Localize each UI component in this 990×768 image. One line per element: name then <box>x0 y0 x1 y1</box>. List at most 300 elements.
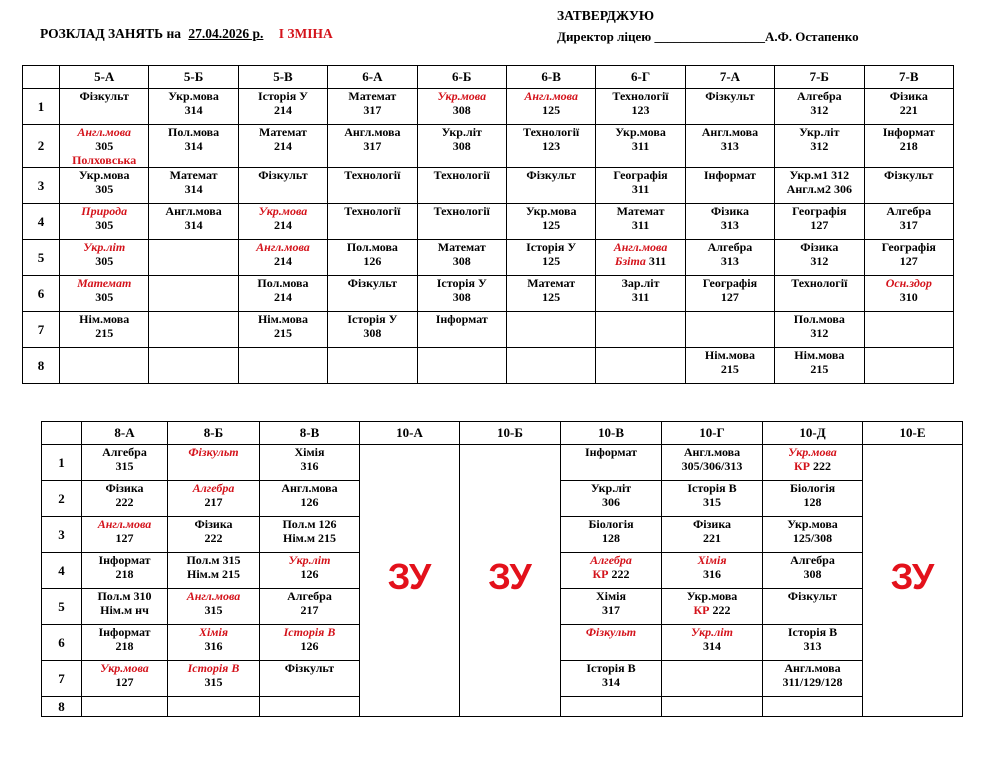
lesson-cell <box>596 168 685 204</box>
lesson-line: 218 <box>115 639 134 653</box>
lesson-line: Фізика <box>194 517 233 531</box>
lesson-line: 305 <box>95 182 114 196</box>
lesson-cell <box>775 240 864 276</box>
lesson-line: 215 <box>720 362 739 376</box>
lesson-cell <box>238 312 327 348</box>
lesson-cell <box>561 553 662 589</box>
lesson-line: Технології <box>523 125 580 139</box>
lesson-cell <box>662 517 763 553</box>
lesson-line: Географія <box>881 240 936 254</box>
class-header: 6-А <box>328 66 417 89</box>
class-header: 8-Б <box>168 422 260 445</box>
lesson-line: Англ.мова <box>97 517 152 531</box>
lesson-cell <box>149 312 238 348</box>
class-header: 5-А <box>60 66 149 89</box>
test-mark: КР <box>592 567 609 581</box>
schedule-table-grades-5-7 <box>22 65 954 384</box>
lesson-line: Математ <box>437 240 486 254</box>
lesson-cell <box>763 589 863 625</box>
lesson-line: Хімія <box>697 553 727 567</box>
lesson-line: 214 <box>273 103 292 117</box>
lesson-line: Нім.мова <box>79 312 130 326</box>
lesson-line: Алгебра <box>790 553 835 567</box>
lesson-line: 310 <box>899 290 918 304</box>
lesson-line: Математ <box>259 125 307 139</box>
lesson-cell <box>775 348 864 384</box>
lesson-line: Укр.мова <box>788 445 837 459</box>
lesson-line: 317 <box>363 139 382 153</box>
lesson-line: Математ <box>616 204 665 218</box>
lesson-line: Фізкульт <box>258 168 308 182</box>
lesson-cell <box>82 445 168 481</box>
lesson-cell <box>82 625 168 661</box>
shift-label: І ЗМІНА <box>278 26 333 41</box>
lesson-line: Укр.мова <box>100 661 149 675</box>
lesson-cell <box>864 312 953 348</box>
lesson-line: Укр.мова <box>78 168 130 182</box>
lesson-cell <box>328 168 417 204</box>
lesson-line: 311 <box>631 290 650 304</box>
schedule-date: 27.04.2026 р. <box>188 26 264 41</box>
lesson-line: Укр.літ <box>691 625 733 639</box>
lesson-line: 214 <box>273 139 292 153</box>
lesson-line: 312 <box>810 254 829 268</box>
lesson-cell <box>60 276 149 312</box>
lesson-cell <box>238 168 327 204</box>
lesson-cell <box>506 348 595 384</box>
lesson-line: 127 <box>810 218 829 232</box>
lesson-cell <box>506 312 595 348</box>
lesson-line: 218 <box>899 139 918 153</box>
lesson-cell <box>82 517 168 553</box>
lesson-cell <box>506 276 595 312</box>
lesson-line: Технології <box>433 204 490 218</box>
lesson-row <box>23 276 954 312</box>
lesson-line: Укр.мова <box>615 125 666 139</box>
lesson-cell <box>506 204 595 240</box>
distance-learning-mark: ЗУ <box>890 555 935 597</box>
lesson-row <box>42 445 963 481</box>
class-header: 10-А <box>360 422 460 445</box>
lesson-line: 123 <box>631 103 650 117</box>
lesson-cell <box>775 276 864 312</box>
lesson-cell <box>685 276 774 312</box>
lesson-line: 128 <box>803 495 822 509</box>
lesson-line: Укр.мова <box>787 517 838 531</box>
lesson-line: 314 <box>602 675 620 689</box>
distance-learning-mark: ЗУ <box>387 555 432 597</box>
class-header: 8-В <box>260 422 360 445</box>
lesson-row <box>23 89 954 125</box>
lesson-cell <box>763 517 863 553</box>
lesson-line: Алгебра <box>707 240 753 254</box>
lesson-cell <box>149 125 238 168</box>
lesson-line: Укр.мова <box>437 89 487 103</box>
teacher-name: Бзіта <box>614 254 646 268</box>
lesson-cell <box>60 89 149 125</box>
lesson-cell <box>561 661 662 697</box>
lesson-cell <box>685 240 774 276</box>
class-header: 7-Б <box>775 66 864 89</box>
lesson-cell <box>417 240 506 276</box>
lesson-number: 5 <box>23 240 60 276</box>
lesson-cell <box>864 240 953 276</box>
lesson-cell <box>238 276 327 312</box>
lesson-line: 311/129/128 <box>782 675 843 689</box>
class-header: 8-А <box>82 422 168 445</box>
lesson-line: 215 <box>95 326 114 340</box>
lesson-line <box>596 254 684 268</box>
lesson-line: Історія У <box>436 276 487 290</box>
lesson-line: 316 <box>204 639 223 653</box>
lesson-line: Математ <box>527 276 576 290</box>
lesson-line: Нім.мова <box>257 312 308 326</box>
lesson-line: 126 <box>300 639 319 653</box>
lesson-line: 311 <box>631 218 650 232</box>
lesson-cell <box>328 89 417 125</box>
director-signature-line: Директор ліцею _________________А.Ф. Остапенко <box>557 29 859 44</box>
lesson-line: Географія <box>702 276 758 290</box>
lesson-line: 313 <box>720 139 739 153</box>
lesson-line: 126 <box>300 567 319 581</box>
lesson-cell <box>864 168 953 204</box>
lesson-cell <box>662 697 763 717</box>
lesson-number: 4 <box>42 553 82 589</box>
lesson-line: Природа <box>81 204 128 218</box>
lesson-cell <box>596 276 685 312</box>
lesson-line: Укр.мова <box>258 204 308 218</box>
lesson-cell <box>561 445 662 481</box>
lesson-cell <box>60 168 149 204</box>
lesson-line: Англ.мова <box>344 125 401 139</box>
lesson-line: Англ.мова <box>165 204 222 218</box>
lesson-line: 308 <box>803 567 822 581</box>
room-number: 222 <box>608 567 630 581</box>
lesson-line: Пол.мова <box>168 125 220 139</box>
lesson-line: Алгебра <box>102 445 147 459</box>
lesson-cell <box>685 312 774 348</box>
lesson-line: 127 <box>115 531 134 545</box>
lesson-number: 6 <box>42 625 82 661</box>
lesson-cell <box>260 445 360 481</box>
lesson-line: 126 <box>300 495 319 509</box>
lesson-line: Укр.літ <box>590 481 632 495</box>
lesson-cell <box>506 125 595 168</box>
lesson-line: 128 <box>602 531 620 545</box>
lesson-cell <box>763 625 863 661</box>
lesson-line: Хімія <box>198 625 229 639</box>
lesson-line: 215 <box>810 362 829 376</box>
lesson-cell <box>775 312 864 348</box>
lesson-line: Нім.м нч <box>100 603 149 617</box>
lesson-cell <box>82 589 168 625</box>
lesson-line: Нім.мова <box>794 348 845 362</box>
class-header: 6-Г <box>596 66 685 89</box>
lesson-cell <box>864 204 953 240</box>
lesson-line: Фізика <box>800 240 839 254</box>
lesson-number: 4 <box>23 204 60 240</box>
test-mark: КР <box>793 459 811 473</box>
lesson-line: Технології <box>791 276 848 290</box>
lesson-line: Англ.мова <box>784 661 841 675</box>
lesson-line: 316 <box>300 459 319 473</box>
lesson-cell <box>763 553 863 589</box>
lesson-line: 125 <box>542 254 561 268</box>
lesson-line: 315 <box>703 495 721 509</box>
lesson-line: 306 <box>602 495 620 509</box>
lesson-line: Полховська <box>72 153 137 167</box>
lesson-cell <box>60 204 149 240</box>
lesson-cell <box>82 481 168 517</box>
lesson-cell <box>60 240 149 276</box>
class-header: 10-Е <box>863 422 963 445</box>
lesson-cell <box>662 589 763 625</box>
lesson-line: 217 <box>204 495 223 509</box>
schedule-title-line <box>40 26 333 42</box>
lesson-line: Укр.літ <box>83 240 126 254</box>
lesson-cell <box>238 240 327 276</box>
lesson-cell <box>864 348 953 384</box>
lesson-cell <box>60 312 149 348</box>
lesson-line: Фізика <box>692 517 732 531</box>
lesson-cell <box>168 589 260 625</box>
lesson-line: Біологія <box>588 517 634 531</box>
lesson-line: Англ.мова <box>683 445 741 459</box>
lesson-number: 5 <box>42 589 82 625</box>
lesson-line: 313 <box>803 639 822 653</box>
lesson-cell <box>168 481 260 517</box>
lesson-cell <box>168 661 260 697</box>
lesson-row <box>23 240 954 276</box>
lesson-cell <box>561 481 662 517</box>
lesson-line: Технології <box>344 168 401 182</box>
lesson-cell <box>763 661 863 697</box>
lesson-number: 2 <box>23 125 60 168</box>
lesson-line: 214 <box>273 254 292 268</box>
lesson-cell <box>685 125 774 168</box>
lesson-line: 125/308 <box>792 531 833 545</box>
lesson-line: Інформат <box>703 168 756 182</box>
lesson-line: 305 <box>95 290 114 304</box>
lesson-cell <box>561 517 662 553</box>
lesson-line: Пол.м 126 <box>282 517 337 531</box>
lesson-line: Фізкульт <box>884 168 934 182</box>
lesson-line: Укр.мова <box>168 89 219 103</box>
lesson-line: Технології <box>344 204 401 218</box>
lesson-line: Укр.мова <box>525 204 577 218</box>
lesson-line: Біологія <box>789 481 836 495</box>
lesson-line: Фізкульт <box>787 589 838 603</box>
lesson-cell <box>561 625 662 661</box>
class-header: 5-Б <box>149 66 238 89</box>
lesson-number: 7 <box>42 661 82 697</box>
lesson-line: 125 <box>542 218 561 232</box>
distance-learning-mark: ЗУ <box>488 555 532 597</box>
lesson-line: Фізкульт <box>79 89 129 103</box>
lesson-cell <box>596 312 685 348</box>
lesson-cell <box>168 517 260 553</box>
lesson-cell <box>328 125 417 168</box>
lesson-line: Інформат <box>435 312 488 326</box>
lesson-cell <box>775 125 864 168</box>
lesson-cell <box>662 445 763 481</box>
lesson-line: Історія В <box>687 481 737 495</box>
lesson-cell <box>417 125 506 168</box>
lesson-line: 221 <box>899 103 918 117</box>
lesson-cell <box>149 89 238 125</box>
lesson-line: Пол.м 315 <box>186 553 241 567</box>
lesson-line: 305 <box>95 254 114 268</box>
lesson-line: Історія В <box>187 661 240 675</box>
lesson-line: 125 <box>542 103 561 117</box>
lesson-line: 313 <box>720 254 739 268</box>
lesson-cell <box>168 445 260 481</box>
lesson-line: Математ <box>348 89 397 103</box>
lesson-line: 308 <box>452 290 471 304</box>
test-mark: КР <box>693 603 710 617</box>
schedule-title: РОЗКЛАД ЗАНЯТЬ на <box>40 26 182 41</box>
lesson-cell <box>260 661 360 697</box>
lesson-cell <box>662 553 763 589</box>
lesson-cell <box>260 697 360 717</box>
lesson-cell <box>328 240 417 276</box>
lesson-cell <box>328 312 417 348</box>
lesson-cell <box>561 697 662 717</box>
lesson-line: 314 <box>184 182 203 196</box>
lesson-line: 222 <box>115 495 134 509</box>
lesson-line: 317 <box>899 218 918 232</box>
lesson-line: Історія У <box>526 240 577 254</box>
lesson-line: 314 <box>184 218 203 232</box>
lesson-cell <box>506 89 595 125</box>
lesson-line: 127 <box>899 254 918 268</box>
lesson-cell <box>506 240 595 276</box>
lesson-line: 126 <box>363 254 382 268</box>
lesson-line: Інформат <box>98 553 151 567</box>
lesson-line: Історія У <box>347 312 398 326</box>
lesson-number: 6 <box>23 276 60 312</box>
lesson-number: 3 <box>23 168 60 204</box>
distance-learning-cell <box>460 445 561 717</box>
lesson-line: 308 <box>452 103 471 117</box>
class-header: 10-Б <box>460 422 561 445</box>
room-number: 222 <box>709 603 731 617</box>
lesson-line: 315 <box>115 459 134 473</box>
lesson-line: Алгебра <box>796 89 842 103</box>
lesson-cell <box>662 661 763 697</box>
lesson-row <box>23 312 954 348</box>
lesson-row <box>23 348 954 384</box>
lesson-line: 127 <box>115 675 134 689</box>
lesson-line: Історія В <box>787 625 838 639</box>
lesson-number: 1 <box>42 445 82 481</box>
room-number: 311 <box>645 254 667 268</box>
lesson-line: Англ.мова <box>524 89 578 103</box>
lesson-cell <box>238 125 327 168</box>
lesson-line: Фізика <box>105 481 144 495</box>
lesson-number: 2 <box>42 481 82 517</box>
lesson-cell <box>561 589 662 625</box>
lesson-cell <box>685 168 774 204</box>
lesson-line: 215 <box>273 326 292 340</box>
lesson-line: 315 <box>204 675 223 689</box>
lesson-line: 314 <box>184 103 203 117</box>
lesson-cell <box>260 625 360 661</box>
lesson-cell <box>417 204 506 240</box>
lesson-line: Технології <box>433 168 490 182</box>
lesson-line: Англ.мова <box>281 481 338 495</box>
lesson-line: 311 <box>631 182 650 196</box>
lesson-cell <box>238 204 327 240</box>
lesson-line: 217 <box>300 603 319 617</box>
lesson-line: 127 <box>720 290 739 304</box>
lesson-line: Укр.літ <box>441 125 482 139</box>
lesson-cell <box>417 276 506 312</box>
lesson-cell <box>596 125 685 168</box>
lesson-line: Фізкульт <box>526 168 576 182</box>
lesson-cell <box>149 204 238 240</box>
lesson-line: Фізкульт <box>585 625 637 639</box>
lesson-cell <box>506 168 595 204</box>
lesson-cell <box>82 661 168 697</box>
lesson-line: 317 <box>363 103 382 117</box>
lesson-line: 312 <box>810 103 829 117</box>
lesson-cell <box>763 481 863 517</box>
lesson-line: Англ.мова <box>256 240 310 254</box>
lesson-cell <box>82 553 168 589</box>
lesson-line: 315 <box>204 603 223 617</box>
distance-learning-cell <box>863 445 963 717</box>
lesson-line: Пол.мова <box>257 276 309 290</box>
lesson-number: 1 <box>23 89 60 125</box>
lesson-cell <box>149 240 238 276</box>
lesson-line <box>662 603 762 617</box>
lesson-line: Історія В <box>586 661 636 675</box>
schedule-table-grades-8-10 <box>41 421 963 717</box>
lesson-line: Укр.літ <box>799 125 840 139</box>
room-number: 222 <box>810 459 832 473</box>
lesson-cell <box>60 125 149 168</box>
lesson-cell <box>168 697 260 717</box>
lesson-line: Географія <box>613 168 668 182</box>
lesson-line: 214 <box>273 218 292 232</box>
lesson-line: Англ.мова <box>613 240 668 254</box>
lesson-cell <box>417 168 506 204</box>
class-header: 10-Г <box>662 422 763 445</box>
lesson-line: 308 <box>363 326 382 340</box>
lesson-number: 7 <box>23 312 60 348</box>
lesson-line: 314 <box>703 639 721 653</box>
lesson-line: Алгебра <box>590 553 632 567</box>
lesson-cell <box>168 553 260 589</box>
lesson-cell <box>417 89 506 125</box>
lesson-line: Географія <box>792 204 847 218</box>
lesson-cell <box>763 445 863 481</box>
lesson-line: Інформат <box>882 125 935 139</box>
lesson-row <box>23 204 954 240</box>
lesson-number: 3 <box>42 517 82 553</box>
lesson-line: 313 <box>720 218 739 232</box>
lesson-cell <box>596 348 685 384</box>
lesson-cell <box>328 204 417 240</box>
lesson-cell <box>662 481 763 517</box>
lesson-line: Укр.мова <box>686 589 738 603</box>
lesson-cell <box>864 89 953 125</box>
lesson-cell <box>417 348 506 384</box>
lesson-line: Алгебра <box>192 481 235 495</box>
lesson-line: Англ.мова <box>77 125 131 139</box>
lesson-line: Пол.мова <box>793 312 845 326</box>
